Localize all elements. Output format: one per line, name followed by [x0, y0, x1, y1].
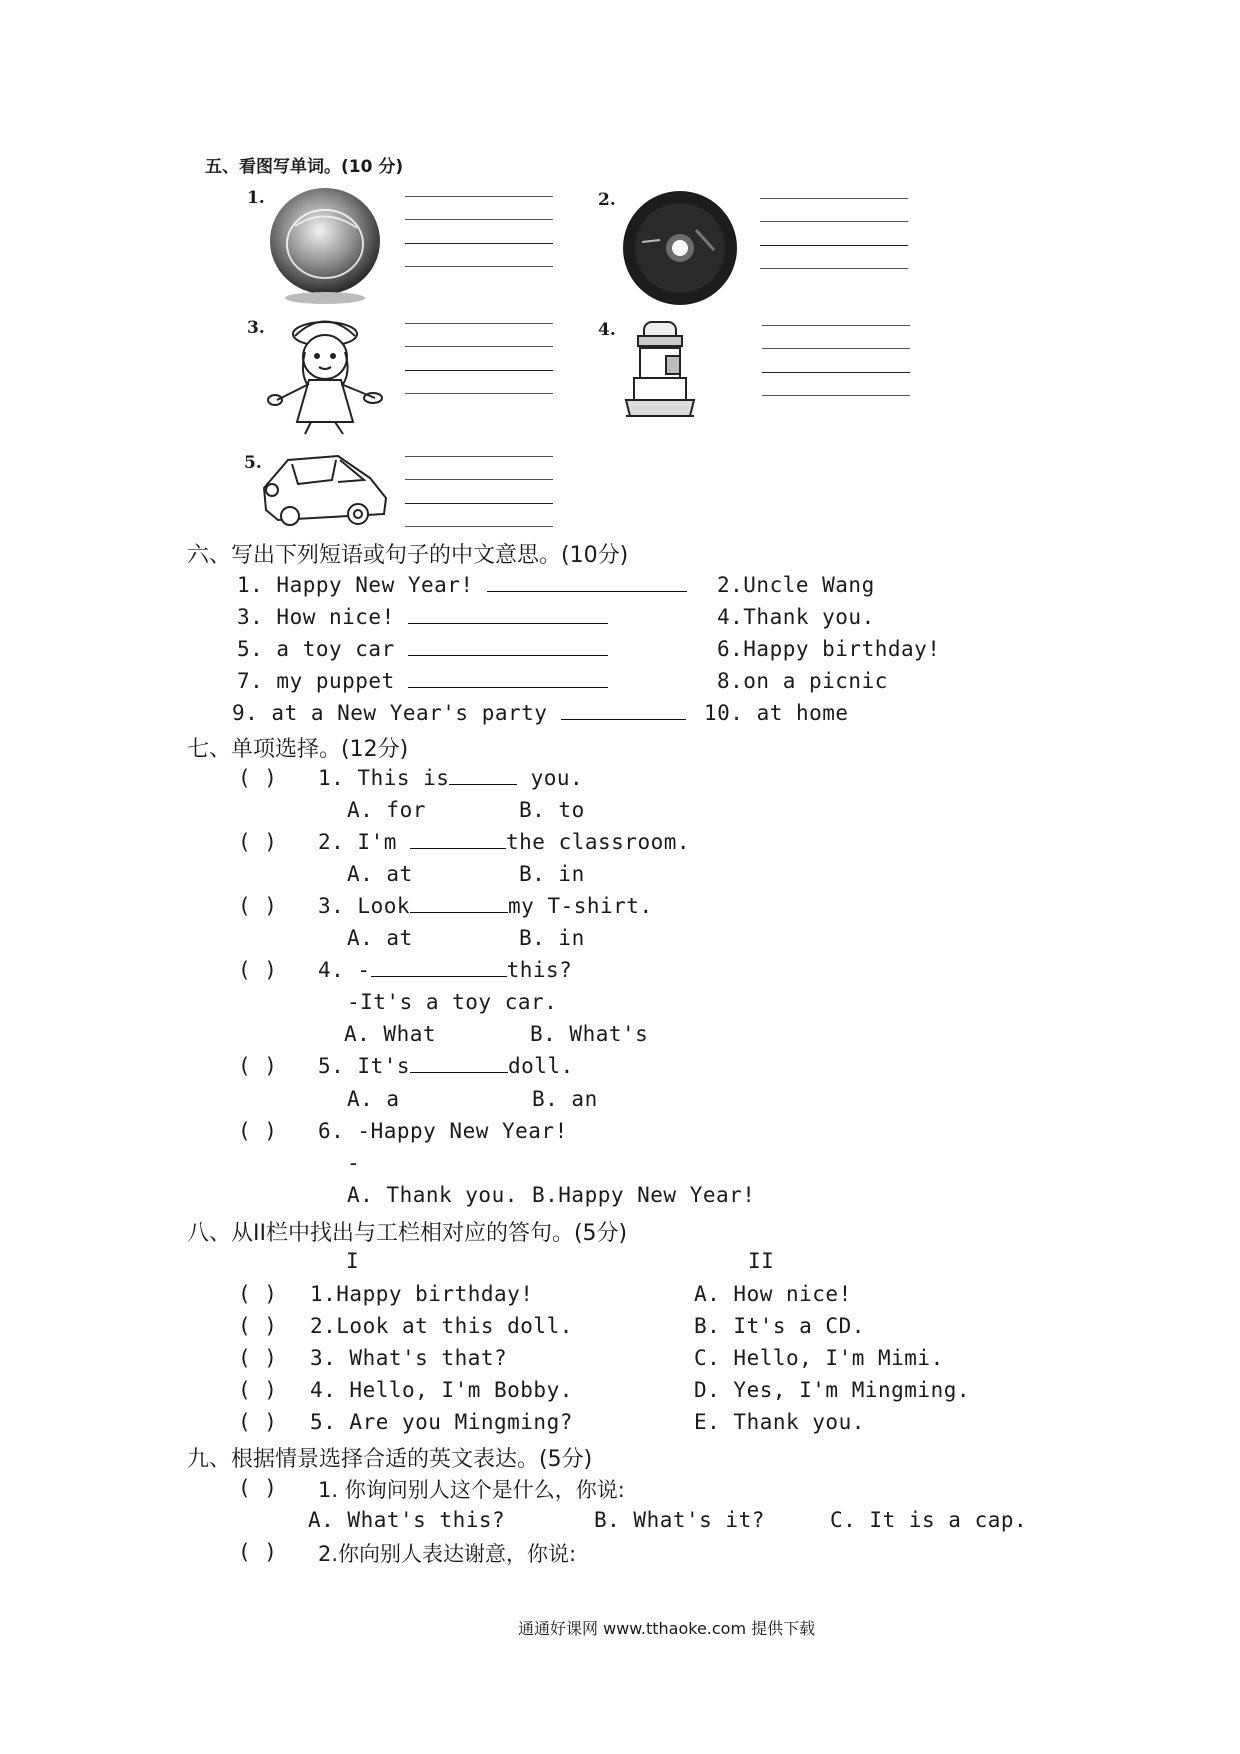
section7-title: 七、单项选择。(12分): [187, 737, 409, 762]
option-a[interactable]: A. at: [347, 862, 413, 886]
option-c[interactable]: C. It is a cap.: [830, 1508, 1028, 1532]
phrase-item: 2.Uncle Wang: [717, 573, 875, 597]
answer-blank[interactable]: [408, 605, 608, 624]
question-stem: 4. - this?: [318, 958, 573, 982]
scenario-question: 2.你向别人表达谢意，你说:: [318, 1542, 577, 1566]
crystal-ball-image: [265, 186, 385, 306]
question-stem: 6. -Happy New Year!: [318, 1119, 568, 1143]
question-stem: 3. Look my T-shirt.: [318, 894, 653, 918]
match-left-item: 1.Happy birthday!: [310, 1282, 534, 1306]
item-number: 2.: [598, 190, 616, 210]
option-b[interactable]: B. to: [519, 798, 585, 822]
phrase-item: 8.on a picnic: [717, 669, 888, 693]
answer-blank[interactable]: [410, 1054, 508, 1073]
match-left-item: 2.Look at this doll.: [310, 1314, 573, 1338]
answer-blank[interactable]: [408, 669, 608, 688]
section5-title: 五、看图写单词。(10 分): [205, 157, 404, 177]
item-number: 5.: [244, 453, 262, 473]
answer-blank[interactable]: [449, 766, 517, 785]
option-b[interactable]: B. What's it?: [594, 1508, 765, 1532]
answer-paren[interactable]: ( ): [238, 1410, 278, 1434]
answer-paren[interactable]: ( ): [238, 766, 278, 790]
option-b[interactable]: B. an: [532, 1087, 598, 1111]
answer-blank[interactable]: [408, 637, 608, 656]
section8-title: 八、从II栏中找出与工栏相对应的答句。(5分): [187, 1221, 628, 1246]
option-a[interactable]: A. What: [344, 1022, 437, 1046]
answer-paren[interactable]: ( ): [238, 1540, 278, 1564]
match-left-item: 5. Are you Mingming?: [310, 1410, 573, 1434]
phrase-item: 3. How nice!: [237, 605, 608, 629]
answer-paren[interactable]: ( ): [238, 830, 278, 854]
section6-title: 六、写出下列短语或句子的中文意思。(10分): [187, 543, 629, 568]
question-stem: 1. This is you.: [318, 766, 584, 790]
column-1-header: I: [346, 1249, 360, 1273]
answer-paren[interactable]: ( ): [238, 1476, 278, 1500]
scenario-question: 1. 你询问别人这个是什么，你说:: [318, 1478, 625, 1502]
option-a[interactable]: A. Thank you.: [347, 1183, 518, 1207]
answer-paren[interactable]: ( ): [238, 894, 278, 918]
option-b[interactable]: B. What's: [530, 1022, 649, 1046]
question-stem: 5. It's doll.: [318, 1054, 574, 1078]
answer-blank[interactable]: [561, 701, 686, 720]
phrase-item: 4.Thank you.: [717, 605, 875, 629]
match-left-item: 4. Hello, I'm Bobby.: [310, 1378, 573, 1402]
answer-blank[interactable]: [410, 830, 506, 849]
toy-car-image: [258, 448, 390, 530]
option-a[interactable]: A. What's this?: [308, 1508, 506, 1532]
option-b[interactable]: B.Happy New Year!: [532, 1183, 756, 1207]
item-number: 3.: [247, 318, 265, 338]
answer-paren[interactable]: ( ): [238, 958, 278, 982]
cd-disc-image: [622, 190, 738, 306]
match-right-item: C. Hello, I'm Mimi.: [694, 1346, 944, 1370]
item-number: 1.: [247, 188, 265, 208]
phrase-item: 1. Happy New Year!: [237, 573, 687, 597]
item-number: 4.: [598, 320, 616, 340]
answer-paren[interactable]: ( ): [238, 1119, 278, 1143]
answer-paren[interactable]: ( ): [238, 1314, 278, 1338]
option-b[interactable]: B. in: [519, 926, 585, 950]
answer-paren[interactable]: ( ): [238, 1346, 278, 1370]
robot-toy-image: [620, 316, 700, 426]
match-right-item: A. How nice!: [694, 1282, 852, 1306]
answer-blank[interactable]: [487, 573, 687, 592]
option-b[interactable]: B. in: [519, 862, 585, 886]
phrase-item: 10. at home: [704, 701, 849, 725]
match-right-item: B. It's a CD.: [694, 1314, 865, 1338]
option-a[interactable]: A. at: [347, 926, 413, 950]
doll-image: [265, 312, 395, 437]
section9-title: 九、根据情景选择合适的英文表达。(5分): [187, 1447, 593, 1472]
footer-source: 通通好课网 www.tthaoke.com 提供下载: [518, 1619, 816, 1638]
phrase-item: 7. my puppet: [237, 669, 608, 693]
option-a[interactable]: A. for: [347, 798, 426, 822]
answer-blank[interactable]: [410, 894, 508, 913]
phrase-item: 9. at a New Year's party: [232, 701, 686, 725]
dialogue-answer: -: [347, 1151, 361, 1175]
option-a[interactable]: A. a: [347, 1087, 400, 1111]
answer-paren[interactable]: ( ): [238, 1378, 278, 1402]
answer-paren[interactable]: ( ): [238, 1054, 278, 1078]
match-right-item: E. Thank you.: [694, 1410, 865, 1434]
phrase-item: 6.Happy birthday!: [717, 637, 941, 661]
phrase-item: 5. a toy car: [237, 637, 608, 661]
dialogue-answer: -It's a toy car.: [347, 990, 558, 1014]
column-2-header: II: [748, 1249, 775, 1273]
match-right-item: D. Yes, I'm Mingming.: [694, 1378, 971, 1402]
match-left-item: 3. What's that?: [310, 1346, 508, 1370]
question-stem: 2. I'm the classroom.: [318, 830, 691, 854]
answer-blank[interactable]: [371, 958, 507, 977]
answer-paren[interactable]: ( ): [238, 1282, 278, 1306]
